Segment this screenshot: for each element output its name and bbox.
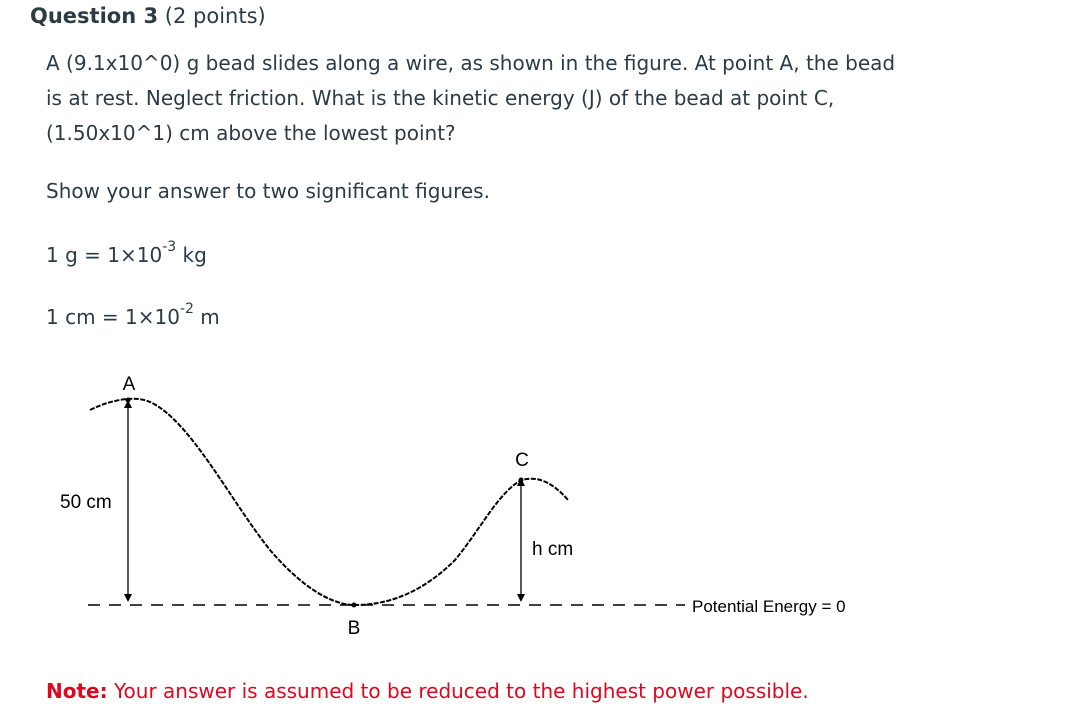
question-title: Question 3 (30, 4, 159, 28)
label-point-c: C (515, 450, 529, 471)
label-potential-energy-zero: Potential Energy = 0 (692, 597, 846, 616)
conversion-cm-lhs: 1 cm = 1×10 (46, 305, 180, 329)
question-body-line-2: is at rest. Neglect friction. What is the kinetic energy (J) of the bead at point C, (46, 86, 835, 110)
conversion-grams (46, 238, 207, 273)
conversion-grams-lhs: 1 g = 1×10 (46, 243, 163, 267)
wire-curve (90, 399, 568, 605)
question-points: (2 points) (164, 4, 266, 28)
label-height-c: h cm (532, 539, 574, 560)
point-c-marker (519, 478, 524, 483)
point-a-marker (126, 398, 131, 403)
conversion-grams-exponent: -3 (162, 239, 177, 256)
label-height-a: 50 cm (60, 492, 112, 513)
note-body: Your answer is assumed to be reduced to the highest power possible. (107, 679, 809, 703)
question-body (46, 46, 895, 151)
point-b-marker (352, 603, 357, 608)
note-text (46, 674, 809, 709)
conversion-grams-unit: kg (176, 243, 207, 267)
conversion-cm-exponent: -2 (179, 301, 194, 318)
note-label: Note: (46, 679, 108, 703)
conversion-centimeters (46, 300, 220, 335)
question-body-line-3: (1.50x10^1) cm above the lowest point? (46, 121, 456, 145)
instruction-text: Show your answer to two significant figures. (46, 179, 490, 203)
label-point-a: A (122, 374, 136, 395)
question-body-line-1: A (9.1x10^0) g bead slides along a wire, as shown in the figure. At point A, the bead (46, 51, 896, 75)
label-point-b: B (347, 618, 361, 639)
question-header (30, 2, 266, 30)
bead-wire-figure (0, 360, 960, 660)
conversion-cm-unit: m (193, 305, 220, 329)
